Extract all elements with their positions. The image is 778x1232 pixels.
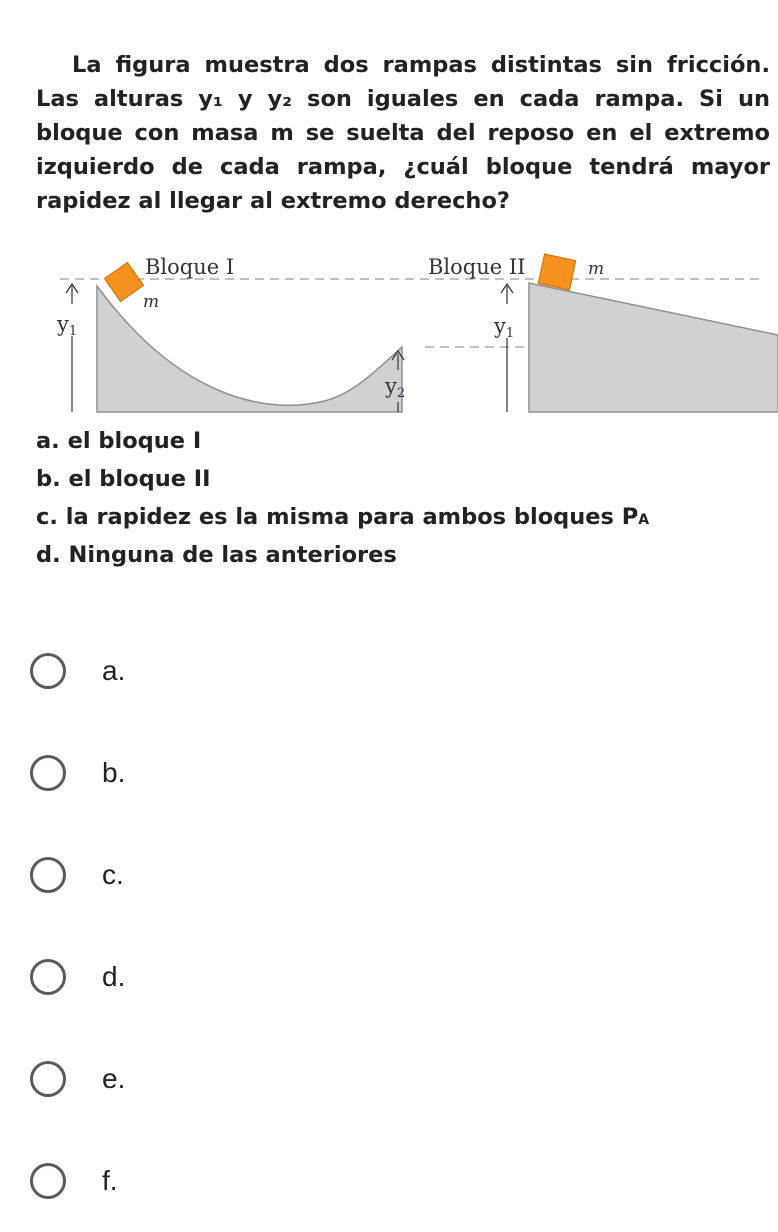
radio-unchecked-icon[interactable] (30, 857, 66, 893)
radio-unchecked-icon[interactable] (30, 1061, 66, 1097)
block-one (105, 263, 144, 302)
y2-label: y2 (385, 374, 406, 401)
choice-b: b. el bloque II (36, 466, 211, 492)
ramp-two (529, 283, 778, 412)
y1-label-left: y1 (57, 312, 78, 339)
block-two-label: Bloque II (428, 255, 526, 279)
radio-unchecked-icon[interactable] (30, 959, 66, 995)
option-label: c. (102, 859, 124, 890)
option-label: d. (102, 961, 126, 992)
radio-unchecked-icon[interactable] (30, 755, 66, 791)
ramp-diagram (20, 246, 778, 426)
option-e[interactable] (30, 1028, 125, 1130)
y1-label-right: y1 (494, 314, 515, 341)
choice-d: d. Ninguna de las anteriores (36, 542, 397, 568)
choice-c: c. la rapidez es la misma para ambos bloques PA (36, 504, 650, 530)
mass-label-two: m (588, 259, 605, 279)
answer-options (30, 620, 125, 1232)
ramp-figure (20, 246, 778, 426)
option-a[interactable] (30, 620, 125, 722)
question-paragraph: La figura muestra dos rampas distintas sin fricción. Las alturas y₁ y y₂ son iguales en cada rampa. Si un bloque con masa m se suelta del reposo en el extremo izquierdo de cada rampa, ¿cuál bloque tendrá mayor rapidez al llegar al extremo derecho? (36, 52, 770, 214)
option-c[interactable] (30, 824, 125, 926)
option-label: f. (102, 1165, 118, 1196)
answer-choices-list (36, 422, 649, 574)
radio-unchecked-icon[interactable] (30, 653, 66, 689)
mass-label-one: m (143, 292, 160, 312)
option-label: e. (102, 1063, 126, 1094)
option-d[interactable] (30, 926, 125, 1028)
block-two (538, 254, 576, 290)
option-label: a. (102, 655, 126, 686)
option-label: b. (102, 757, 126, 788)
option-b[interactable] (30, 722, 125, 824)
question-text (36, 48, 770, 218)
block-one-label: Bloque I (145, 255, 235, 279)
choice-a: a. el bloque I (36, 428, 202, 454)
option-f[interactable] (30, 1130, 125, 1232)
radio-unchecked-icon[interactable] (30, 1163, 66, 1199)
